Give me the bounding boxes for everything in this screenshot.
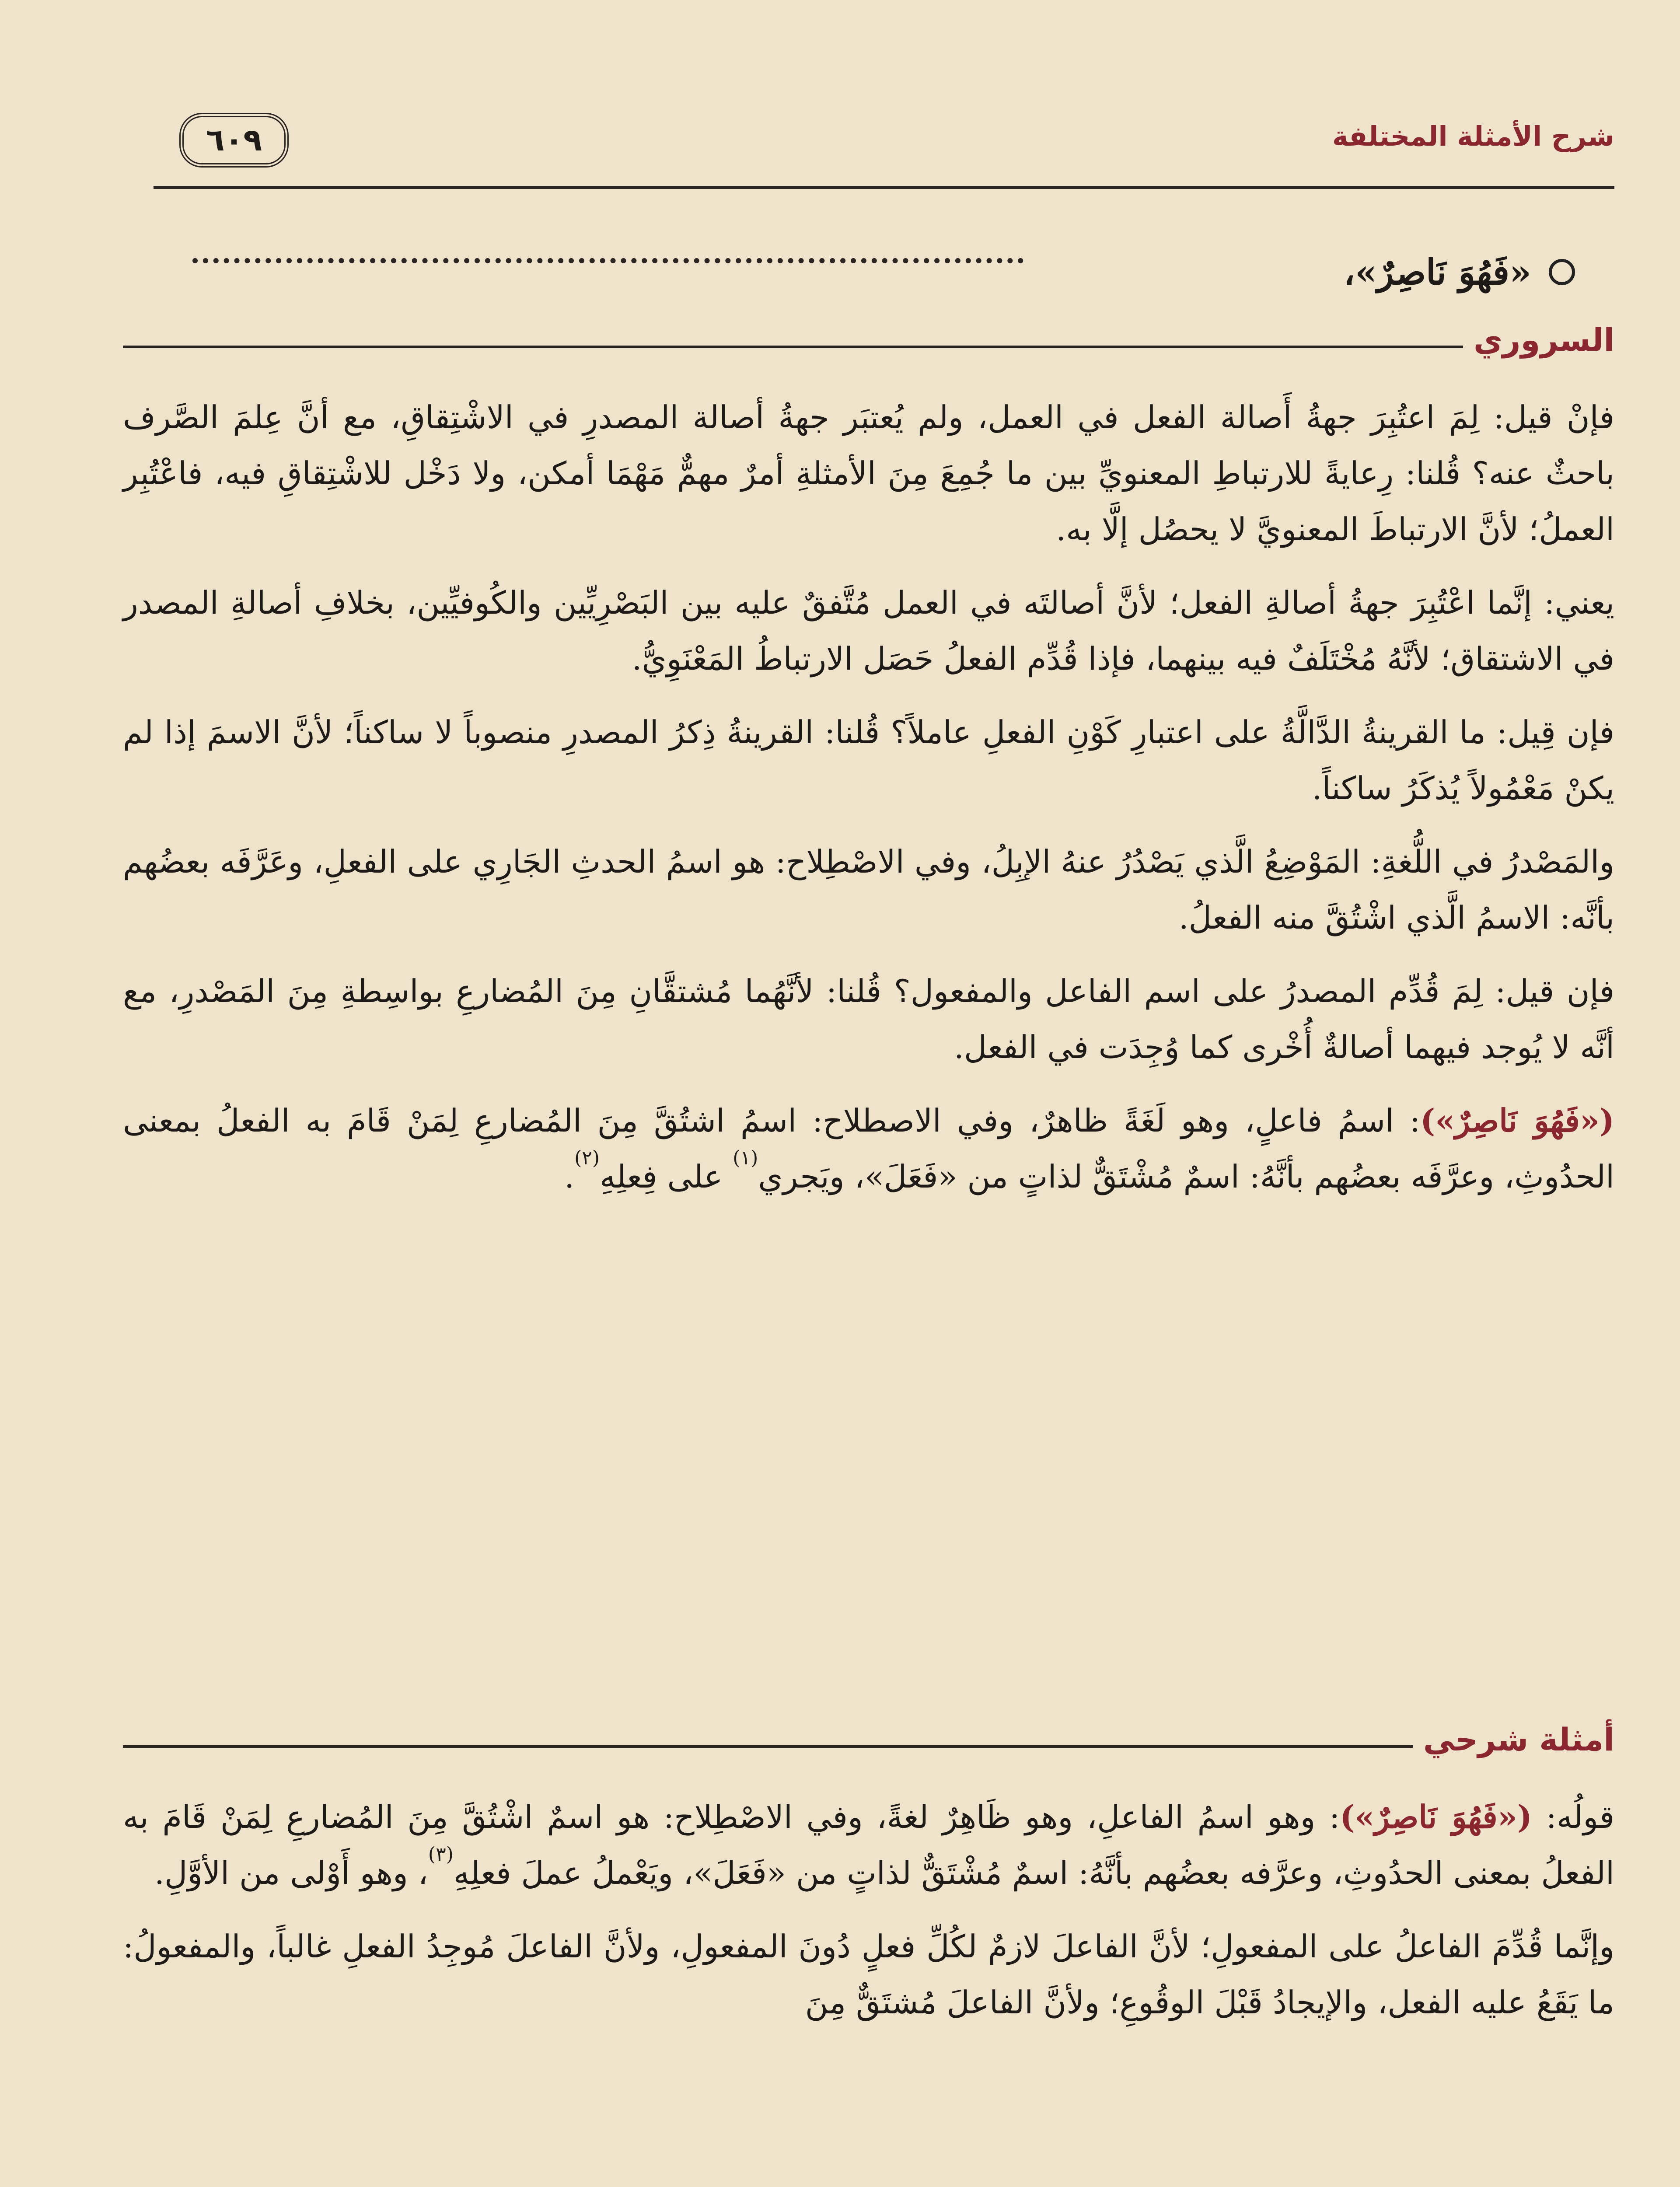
footnote-ref[interactable]: (٣) [428, 1843, 454, 1866]
paragraph-text: ، وهو أَوْلى من الأوَّلِ. [154, 1855, 428, 1891]
paragraph: وإنَّما قُدِّمَ الفاعلُ على المفعولِ؛ لأنَّ الفاعلَ لازمٌ لكُلِّ فعلٍ دُونَ المفعولِ، ولأنَّ الفاعلَ مُوجِدُ الفعلِ غالباً، والمفعولُ: ما يَقَعُ عليه الفعل، والإيجادُ قَبْلَ الوقُوعِ؛ ولأنَّ الفاعلَ مُشتَقٌّ مِنَ [123, 1928, 1614, 2021]
circle-bullet-icon [1549, 259, 1575, 285]
running-title: شرح الأمثلة المختلفة [1332, 120, 1614, 152]
header-rule [154, 186, 1614, 189]
paragraph-text: قولُه: [1532, 1799, 1615, 1835]
footnote-ref[interactable]: (٢) [574, 1147, 600, 1169]
paragraph-text: : وهو اسمُ الفاعلِ، وهو ظَاهِرٌ لغةً، وفي الاصْطِلاح: هو اسمٌ اشْتُقَّ مِنَ المُضارعِ لِمَنْ قَامَ به الفعلُ بمعنى الحدُوثِ، وعرَّفه بعضُهم بأنَّهُ: اسمٌ مُشْتَقٌّ لذاتٍ من «فَعَلَ»، ويَعْملُ عملَ فعلِهِ [123, 1799, 1614, 1891]
lemma-heading [1344, 252, 1575, 293]
paragraph-text: : اسمُ فاعلٍ، وهو لَغَةً ظاهرٌ، وفي الاصطلاح: اسمُ اشتُقَّ مِنَ المُضارعِ لِمَنْ قَامَ به الفعلُ بمعنى الحدُوثِ، وعرَّفَه بعضُهم بأنَّهُ: اسمٌ مُشْتَقٌّ لذاتٍ من «فَعَلَ»، ويَجري [123, 1102, 1614, 1195]
paragraph-end: . [564, 1158, 575, 1195]
paragraph [123, 1789, 1614, 1901]
section-heading-sarwari: السروري [1463, 321, 1614, 358]
inline-lemma: («فَهُوَ نَاصِرٌ») [1340, 1798, 1532, 1835]
paragraph: والمَصْدرُ في اللُّغةِ: المَوْضِعُ الَّذي يَصْدُرُ عنهُ الإبِلُ، وفي الاصْطِلاح: هو اسمُ الحدثِ الجَارِي على الفعلِ، وعَرَّفَه بعضُهم بأنَّه: الاسمُ الَّذي اشْتُقَّ منه الفعلُ. [123, 843, 1614, 936]
section-rule-sarwari [123, 346, 1614, 348]
section-rule-amthila [123, 1745, 1614, 1748]
paragraph-text: على فِعلِهِ [600, 1158, 723, 1195]
inline-lemma: («فَهُوَ نَاصِرٌ») [1420, 1102, 1614, 1139]
section-heading-amthila: أمثلة شرحي [1413, 1721, 1614, 1758]
paragraph: يعني: إنَّما اعْتُبِرَ جهةُ أصالةِ الفعل؛ لأنَّ أصالتَه في العمل مُتَّفقٌ عليه بين البَصْرِيِّين والكُوفيِّين، بخلافِ أصالةِ المصدر في الاشتقاق؛ لأنَّهُ مُخْتَلَفٌ فيه بينهما، فإذا قُدِّم الفعلُ حَصَل الارتباطُ المَعْنَوِيُّ. [123, 584, 1614, 677]
paragraph: فإن قِيل: ما القرينةُ الدَّالَّةُ على اعتبارِ كَوْنِ الفعلِ عاملاً؟ قُلنا: القرينةُ ذِكرُ المصدرِ منصوباً لا ساكناً؛ لأنَّ الاسمَ إذا لم يكنْ مَعْمُولاً يُذكَرُ ساكناً. [123, 714, 1614, 807]
amthila-commentary [123, 1789, 1614, 2048]
paragraph: فإنْ قيل: لِمَ اعتُبِرَ جهةُ أَصالة الفعل في العمل، ولم يُعتبَر جهةُ أصالة المصدرِ في الاشْتِقاقِ، مع أنَّ عِلمَ الصَّرف باحثٌ عنه؟ قُلنا: رِعايةً للارتباطِ المعنويِّ بين ما جُمِعَ مِنَ الأمثلةِ أمرٌ مهمٌّ مَهْمَا أمكن، ولا دَخْل للاشْتِقاقِ فيه، فاعْتُبِر العملُ؛ لأنَّ الارتباطَ المعنويَّ لا يحصُل إلَّا به. [123, 399, 1614, 548]
lemma-text: «فَهُوَ نَاصِرٌ»، [1344, 252, 1531, 293]
dotted-leader [192, 258, 1023, 263]
paragraph: فإن قيل: لِمَ قُدِّم المصدرُ على اسم الفاعل والمفعول؟ قُلنا: لأنَّهُما مُشتقَّانِ مِنَ المُضارعِ بواسِطةِ مِنَ المَصْدرِ، مع أنَّه لا يُوجد فيهما أصالةٌ أُخْرى كما وُجِدَت في الفعل. [123, 973, 1614, 1066]
footnote-ref[interactable]: (١) [733, 1147, 758, 1169]
page-number: ٦٠٩ [179, 113, 289, 168]
paragraph [123, 1093, 1614, 1205]
sarwari-commentary [123, 389, 1614, 1222]
